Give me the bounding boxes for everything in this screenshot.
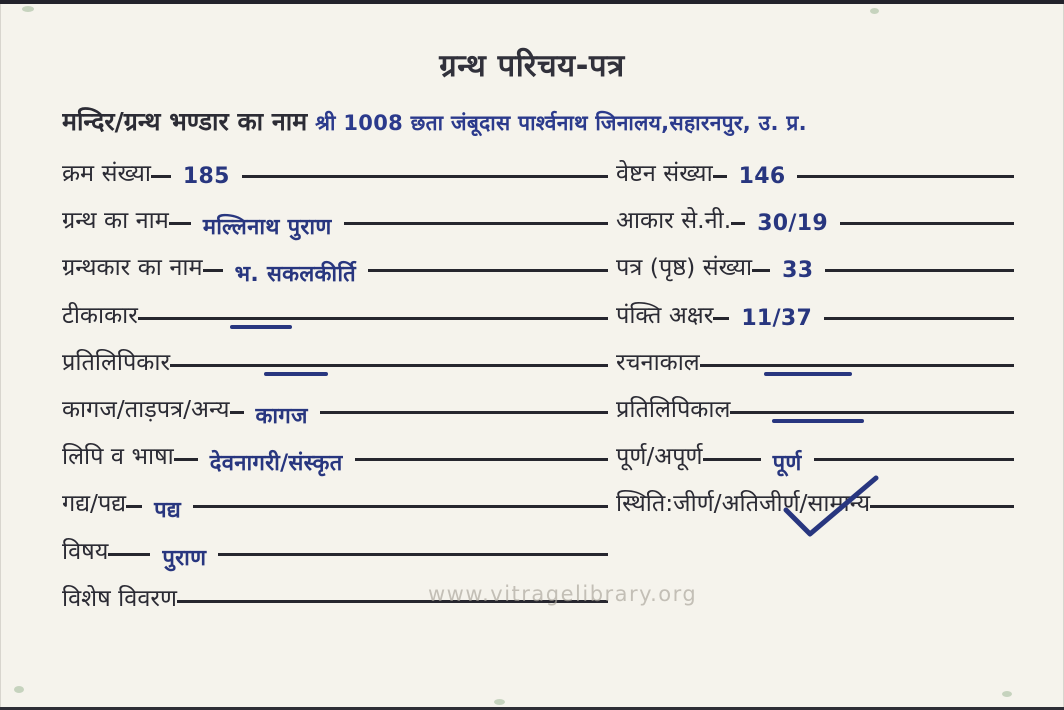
field-label: पूर्ण/अपूर्ण <box>616 442 703 471</box>
rule-line <box>320 411 608 414</box>
rule-segment <box>713 175 727 178</box>
field-label: विशेष विवरण <box>62 583 178 612</box>
rule-segment <box>174 458 198 461</box>
field-label: स्थिति:जीर्ण/अतिजीर्ण/सामान्य <box>616 489 871 518</box>
field-label: लिपि व भाषा <box>62 442 174 471</box>
field-value: कागज <box>255 403 308 429</box>
rule-segment <box>703 458 761 461</box>
handwritten-dash <box>772 419 864 423</box>
field-value: 11/37 <box>741 305 813 331</box>
field-value: भ. सकलकीर्ति <box>234 262 356 288</box>
right-column <box>616 158 1014 536</box>
checkmark-icon <box>778 474 882 540</box>
field-serial-number <box>62 158 608 205</box>
temple-name-row <box>62 104 1057 138</box>
field-copyist <box>62 347 608 394</box>
page-title: ग्रन्थ परिचय-पत्र <box>439 48 625 84</box>
rule-segment <box>151 175 171 178</box>
field-label: पत्र (पृष्ठ) संख्या <box>616 253 753 282</box>
field-label: प्रतिलिपिकाल <box>616 394 731 423</box>
field-label: पंक्ति अक्षर <box>616 300 714 329</box>
scan-smudge <box>1002 691 1012 697</box>
handwritten-dash <box>230 325 292 329</box>
field-value: 33 <box>782 258 814 284</box>
field-label: वेष्टन संख्या <box>616 159 713 187</box>
field-subject <box>62 536 608 583</box>
scan-edge-top <box>0 0 1064 4</box>
field-bundle-number <box>616 158 1014 205</box>
field-label: ग्रन्थकार का नाम <box>62 253 203 282</box>
field-lines-letters <box>616 300 1014 347</box>
field-condition <box>616 488 1014 535</box>
rule-line <box>700 364 1014 367</box>
scan-smudge <box>22 6 34 12</box>
rule-line <box>170 364 608 367</box>
rule-segment <box>108 553 150 556</box>
scan-smudge <box>870 8 879 14</box>
rule-line <box>824 317 1014 320</box>
field-label: प्रतिलिपिकार <box>62 347 171 376</box>
rule-line <box>814 458 1014 461</box>
field-copy-date <box>616 394 1014 441</box>
field-book-name <box>62 205 608 252</box>
rule-line <box>218 553 608 556</box>
field-value: 185 <box>182 164 230 189</box>
field-author-name <box>62 252 608 299</box>
rule-line <box>355 458 608 461</box>
field-label: रचनाकाल <box>616 347 700 376</box>
field-composition-date <box>616 347 1014 394</box>
field-value: पुराण <box>162 545 207 571</box>
rule-segment <box>731 222 745 225</box>
scan-smudge <box>494 699 505 705</box>
temple-name-label: मन्दिर/ग्रन्थ भण्डार का नाम <box>62 107 308 136</box>
field-value: पूर्ण <box>772 451 802 477</box>
field-value: देवनागरी/संस्कृत <box>209 451 343 477</box>
field-value: 146 <box>738 164 786 189</box>
temple-name-value: श्री 1008 छता जंबूदास पार्श्वनाथ जिनालय,सहारनपुर, उ. प्र. <box>315 111 807 135</box>
rule-segment <box>169 222 191 225</box>
handwritten-dash <box>764 372 852 376</box>
rule-segment <box>713 317 729 320</box>
rule-line <box>344 222 608 225</box>
field-label: टीकाकार <box>62 300 138 329</box>
field-label: विषय <box>62 536 109 565</box>
field-prose-verse <box>62 488 608 535</box>
rule-segment <box>752 269 770 272</box>
rule-segment <box>230 411 244 414</box>
field-value: पद्य <box>154 498 182 524</box>
rule-segment <box>126 505 142 508</box>
field-label: क्रम संख्या <box>62 159 151 187</box>
field-page-count <box>616 252 1014 299</box>
handwritten-dash <box>264 372 328 376</box>
field-script-language <box>62 441 608 488</box>
field-material <box>62 394 608 441</box>
rule-line <box>138 317 608 320</box>
field-value: मल्लिनाथ पुराण <box>202 215 332 241</box>
scan-smudge <box>14 686 24 693</box>
field-label: गद्य/पद्य <box>62 489 127 518</box>
rule-line <box>797 175 1014 178</box>
rule-segment <box>203 269 223 272</box>
rule-line <box>870 505 1014 508</box>
rule-line <box>840 222 1014 225</box>
rule-line <box>730 411 1014 414</box>
left-column <box>62 158 608 630</box>
rule-line <box>193 505 608 508</box>
condition-label-wrap <box>616 488 870 519</box>
field-value: 30/19 <box>757 211 828 237</box>
rule-line <box>242 175 608 178</box>
field-label: कागज/ताड़पत्र/अन्य <box>62 394 230 423</box>
rule-line <box>825 269 1014 272</box>
field-label: आकार से.नी. <box>616 206 732 235</box>
rule-line <box>368 269 608 272</box>
field-label: ग्रन्थ का नाम <box>62 206 169 235</box>
watermark-text: www.vitragelibrary.org <box>428 582 698 606</box>
field-size-cm <box>616 205 1014 252</box>
field-commentator <box>62 300 608 347</box>
